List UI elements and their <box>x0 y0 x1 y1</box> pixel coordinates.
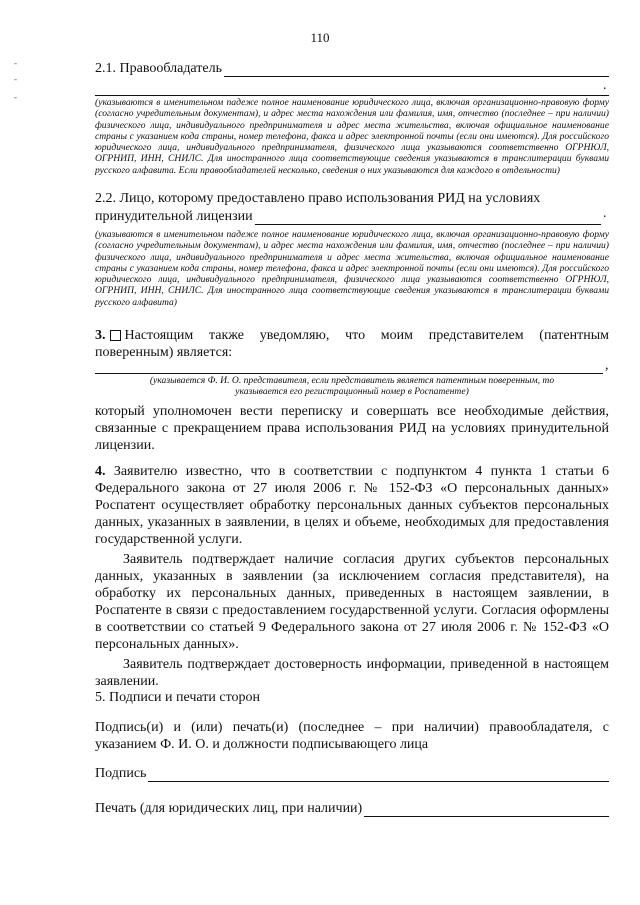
section-3-body: Настоящим также уведомляю, что моим представителем (патентным поверенным) является: <box>95 328 609 360</box>
section-3-text <box>95 327 609 361</box>
margin-mark: - <box>14 58 17 68</box>
section-4-paragraph-1: Заявителю известно, что в соответствии с подпунктом 4 пункта 1 статьи 6 Федерального закона от 27 июля 2006 г. № 152-ФЗ «О персональных данных» Роспатент осуществляет обработку персональных данных субъектов персональных данных, указанных в заявлении, в целях и объеме, необходимых для предоставления государственной услуги. <box>95 464 610 547</box>
seal-line <box>95 800 609 817</box>
margin-mark: - <box>14 74 17 84</box>
section-4 <box>95 463 609 690</box>
section-4-paragraph-3: Заявитель подтверждает достоверность информации, приведенной в настоящем заявлении. <box>95 657 609 689</box>
margin-mark: - <box>14 92 17 102</box>
section-5-title: 5. Подписи и печати сторон <box>95 690 261 705</box>
field-period: . <box>603 206 607 221</box>
rightholder-field-line-2[interactable] <box>95 95 609 96</box>
seal-label: Печать (для юридических лиц, при наличии) <box>95 801 363 816</box>
rightholder-field[interactable] <box>224 63 609 77</box>
licensee-line <box>95 208 609 225</box>
representative-checkbox[interactable] <box>110 330 121 341</box>
section-2-1-line <box>95 60 609 77</box>
page-number: 110 <box>310 30 330 45</box>
field-comma: , <box>605 358 609 373</box>
seal-field[interactable] <box>364 803 609 817</box>
representative-note-line-2: указывается его регистрационный номер в Роспатенте) <box>235 386 469 398</box>
rightholder-label: 2.1. Правообладатель <box>95 61 222 76</box>
section-4-number: 4. <box>95 464 106 479</box>
licensee-note: (указываются в именительном падеже полное наименование юридического лица, включая организационно-правовую форму (согласно учредительным документам), и адрес места нахождения или фамилия, имя, отчество (последнее – при наличии) физического лица, индивидуального предпринимателя и адрес места жительства, включая официальное наименование страны с указанием кода страны, номер телефона, факса и адрес электронной почты (если они имеются). Для российского юридического лица, индивидуального предпринимателя, физического лица указываются соответственно ОГРНЮЛ, ОГРНИП, ИНН, СНИЛС. Для иностранного лица соответствующие сведения указываются в транслитерации буквами русского алфавита) <box>95 229 609 308</box>
representative-note <box>95 375 609 398</box>
section-5-text: Подпись(и) и (или) печать(и) (последнее – при наличии) правообладателя, с указанием Ф. И. О. и должности подписывающего лица <box>95 720 609 752</box>
signature-label: Подпись <box>95 766 147 781</box>
rightholder-note: (указываются в именительном падеже полное наименование юридического лица, включая организационно-правовую форму (согласно учредительным документам), и адрес места нахождения или фамилия, имя, отчество (последнее – при наличии) физического лица, индивидуального предпринимателя и адрес места жительства, включая официальное наименование страны с указанием кода страны, номер телефона, факса и адрес электронной почты (если они имеются). Для российского юридического лица, индивидуального предпринимателя, физического лица указываются соответственно ОГРНЮЛ, ОГРНИП, ИНН, СНИЛС. Для иностранного лица соответствующие сведения указываются в транслитерации буквами русского алфавита. Если правообладателей несколько, сведения о них указываются для каждого в отдельности) <box>95 97 609 176</box>
section-3-number: 3. <box>95 328 106 343</box>
signature-line <box>95 765 609 782</box>
licensee-field[interactable] <box>255 211 601 225</box>
section-4-paragraph-2: Заявитель подтверждает наличие согласия других субъектов персональных данных, указанных в заявлении (за исключением согласия представителя), на обработку их персональных данных, приведенных в настоящем заявлении, в Роспатенте в связи с предоставлением государственной услуги. Согласия оформлены в соответствии со статьей 9 Федерального закона от 27 июля 2006 г. № 152-ФЗ «О персональных данных». <box>95 552 609 652</box>
representative-field[interactable] <box>95 373 603 374</box>
representative-note-line-1: (указывается Ф. И. О. представителя, если представитель является патентным поверенным, то <box>149 375 555 386</box>
licensee-label: принудительной лицензии <box>95 209 253 224</box>
representative-authority-text: который уполномочен вести переписку и совершать все необходимые действия, связанные с прекращением права использования РИД на условиях принудительной лицензии. <box>95 404 609 453</box>
signature-field[interactable] <box>148 768 609 782</box>
section-2-2-text: 2.2. Лицо, которому предоставлено право использования РИД на условиях <box>95 191 541 206</box>
field-period: . <box>603 78 607 93</box>
